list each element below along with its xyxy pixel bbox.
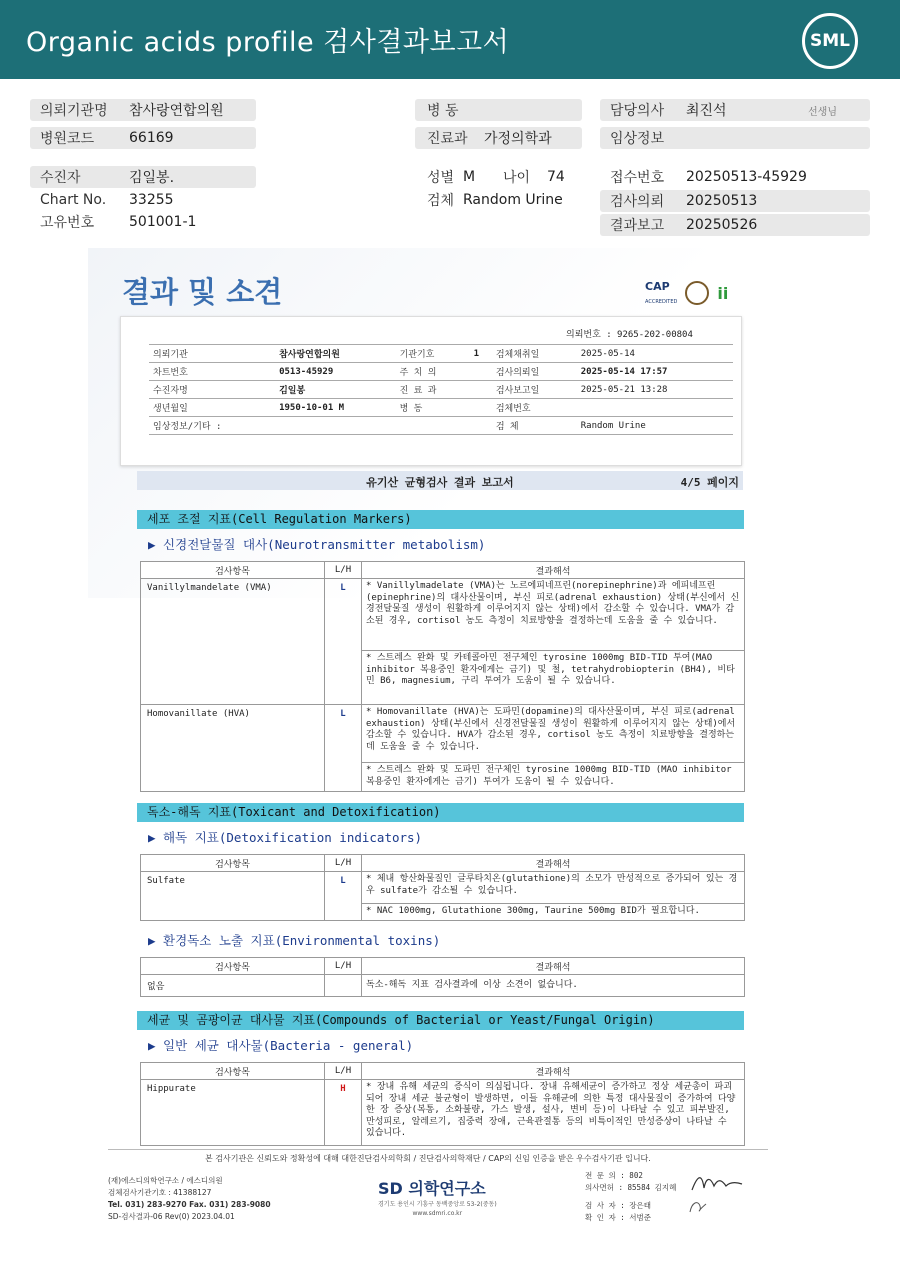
desc-env: 독소-해독 지표 검사결과에 이상 소견이 없습니다. [362, 975, 745, 997]
desc-hva-1: * Homovanillate (HVA)는 도파민(dopamine)의 대사산물이며, 부신 피로(adrenal exhaustion) 상태(부신에서 신경전달물질 생성이 원활하게 이루어지지 않는 상태)에서 감소할 수 있습니다. HVA가 감소된 경우, cortisol 농도 측정이 치료방향을 결정하는데 도움을 줄 수 있습니다. [362, 705, 745, 763]
info-row [149, 417, 733, 435]
col-desc: 결과해석 [362, 1063, 745, 1080]
uid-label: 고유번호 [40, 215, 95, 231]
chart-label: Chart No. [40, 192, 107, 208]
info-value [275, 417, 395, 435]
col-item: 검사항목 [141, 958, 325, 975]
info-value: 참사랑연합의원 [275, 345, 395, 363]
info-key: 차트번호 [149, 363, 275, 381]
dept-label: 진료과 [427, 131, 468, 147]
receipt-label: 접수번호 [610, 170, 665, 186]
footer-signatures [585, 1170, 676, 1224]
table-row [141, 579, 745, 651]
col-lh: L/H [325, 855, 362, 872]
doctor-row [600, 99, 870, 121]
report-title-bar [137, 471, 743, 490]
checker-line: 확 인 자 : 서범준 [585, 1213, 652, 1222]
desc-vma-2: * 스트레스 완화 및 카테콜아민 전구체인 tyrosine 1000mg BID-TID 투여(MAO inhibitor 복용중인 환자에게는 금기) 및 철, tetrahydrobiopterin (BH4), 비타민 B6, magnesium, 구리 투여가 도움이 될 수 있습니다. [362, 651, 745, 705]
info-key: 검 체 [492, 417, 577, 435]
col-item: 검사항목 [141, 1063, 325, 1080]
sex-value: M [463, 169, 476, 185]
cap-label: CAP [645, 280, 670, 293]
sub-environmental: ▶ 환경독소 노출 지표(Environmental toxins) [148, 933, 441, 948]
item-vma: Vanillylmandelate (VMA) [141, 579, 325, 705]
section-bacterial: 세균 및 곰팡이균 대사물 지표(Compounds of Bacterial or Yeast/Fungal Origin) [137, 1011, 744, 1030]
info-value: 김일봉 [275, 381, 395, 399]
info-key: 병 동 [396, 399, 470, 417]
lab-mark-icon: ii [717, 283, 729, 303]
col-desc: 결과해석 [362, 562, 745, 579]
req-inst-row [30, 99, 256, 121]
lh-hippurate: H [325, 1080, 362, 1146]
test-req-value: 20250513 [686, 193, 758, 209]
tester-line: 검 사 자 : 장은태 [585, 1201, 652, 1210]
dept-row [415, 127, 582, 149]
receipt-value: 20250513-45929 [686, 169, 807, 185]
sub-bacteria-general: ▶ 일반 세균 대사물(Bacteria - general) [148, 1038, 414, 1053]
sd-address [378, 1200, 497, 1218]
patient-row [30, 166, 256, 188]
age-value: 74 [547, 169, 565, 185]
clinical-label: 임상정보 [610, 131, 665, 147]
seal-icon [685, 281, 709, 305]
specimen-info-table [149, 344, 733, 435]
col-lh: L/H [325, 958, 362, 975]
desc-sulfate-1: * 체내 항산화물질인 글루타치온(glutathione)의 소모가 만성적으로 증가되어 있는 경우 sulfate가 감소될 수 있습니다. [362, 872, 745, 904]
chart-row [30, 189, 256, 211]
desc-hippurate: * 장내 유해 세균의 증식이 의심됩니다. 장내 유해세균이 증가하고 정상 세균총이 파괴되어 장내 세균 불균형이 발생하면, 이들 유해균에 의한 특정 대사물질이 증가하여 다양한 장 증상(복통, 소화불량, 가스 발생, 설사, 변비 등)이 나타날 수 있고 피부발진, 만성피로, 알레르기, 집중력 장애, 근육관절통 등의 비특이적인 만성증상이 나타날 수 있습니다. [362, 1080, 745, 1146]
info-row [149, 399, 733, 417]
info-key: 진 료 과 [396, 381, 470, 399]
detox-table [140, 854, 745, 921]
certification-logos [645, 280, 728, 306]
sd-address-line: 경기도 용인시 기흥구 동백중앙로 53-2(중동) [378, 1201, 497, 1208]
info-value: Random Urine [577, 417, 733, 435]
col-desc: 결과해석 [362, 958, 745, 975]
lh-hva: L [325, 705, 362, 792]
test-req-row [600, 190, 870, 212]
info-key: 검사의뢰일 [492, 363, 577, 381]
col-item: 검사항목 [141, 562, 325, 579]
info-value: 2025-05-14 [577, 345, 733, 363]
info-row [149, 381, 733, 399]
license-line: 의사면허 : 85584 김지혜 [585, 1183, 677, 1192]
uid-value: 501001-1 [129, 214, 197, 230]
clinical-row [600, 127, 870, 149]
req-inst-value: 참사랑연합의원 [129, 103, 224, 119]
page-title: Organic acids profile 검사결과보고서 [26, 27, 510, 58]
age-label: 나이 [503, 170, 531, 186]
col-desc: 결과해석 [362, 855, 745, 872]
doctor-label: 담당의사 [610, 103, 665, 119]
signature-icon [688, 1170, 744, 1196]
sml-logo: SML [802, 13, 858, 69]
info-key: 생년월일 [149, 399, 275, 417]
specimen-value: Random Urine [463, 192, 563, 208]
hosp-code-label: 병원코드 [40, 131, 95, 147]
footer-lab-info [108, 1175, 271, 1223]
table-row [141, 975, 745, 997]
info-key: 의뢰기관 [149, 345, 275, 363]
cap-logo [645, 280, 677, 306]
page-indicator: 4/5 페이지 [680, 476, 739, 489]
sub-neurotransmitter: ▶ 신경전달물질 대사(Neurotransmitter metabolism) [148, 537, 486, 552]
info-key: 검체번호 [492, 399, 577, 417]
table-row [141, 872, 745, 904]
col-lh: L/H [325, 562, 362, 579]
table-row [141, 1080, 745, 1146]
desc-sulfate-2: * NAC 1000mg, Glutathione 300mg, Taurine 500mg BID가 필요합니다. [362, 904, 745, 921]
hosp-code-row [30, 127, 256, 149]
footer-accreditation-note: 본 검사기관은 신뢰도와 정확성에 대해 대한진단검사의학회 / 진단검사의학재단 / CAP의 신임 인증을 받은 우수검사기관 입니다. [205, 1154, 651, 1163]
chart-value: 33255 [129, 192, 174, 208]
sex-label: 성별 [427, 170, 455, 186]
lh-sulfate: L [325, 872, 362, 921]
info-value: 0513-45929 [275, 363, 395, 381]
footer-lab-code: 검체검사기관기호 : 41388127 [108, 1188, 212, 1197]
receipt-row [600, 166, 870, 188]
footer-divider [108, 1149, 768, 1150]
info-value: 2025-05-21 13:28 [577, 381, 733, 399]
specialist-line: 전 문 의 : 802 [585, 1171, 643, 1180]
specimen-label: 검체 [427, 193, 455, 209]
sex-age-row [415, 166, 582, 188]
sd-website: www.sdmri.co.kr [412, 1210, 463, 1217]
item-sulfate: Sulfate [141, 872, 325, 921]
neuro-table [140, 561, 745, 792]
info-key: 임상정보/기타 : [149, 417, 275, 435]
info-key: 수진자명 [149, 381, 275, 399]
info-row [149, 345, 733, 363]
bacteria-table [140, 1062, 745, 1146]
footer-lab-phone: Tel. 031) 283-9270 Fax. 031) 283-9080 [108, 1200, 271, 1209]
result-heading: 결과 및 소견 [122, 275, 283, 309]
report-title: 유기산 균형검사 결과 보고서 [366, 476, 514, 489]
desc-hva-2: * 스트레스 완화 및 도파민 전구체인 tyrosine 1000mg BID-TID (MAO inhibitor 복용중인 환자에게는 금기) 투여가 도움이 될 수 있습니다. [362, 763, 745, 792]
info-value [470, 417, 492, 435]
cap-sub: ACCREDITED [645, 299, 678, 305]
info-value [577, 399, 733, 417]
info-value: 2025-05-14 17:57 [577, 363, 733, 381]
dept-value: 가정의학과 [484, 131, 552, 147]
info-value: 1950-10-01 M [275, 399, 395, 417]
info-key: 주 치 의 [396, 363, 470, 381]
info-row [149, 363, 733, 381]
specimen-row [415, 189, 582, 211]
hosp-code-value: 66169 [129, 130, 174, 146]
info-value [470, 363, 492, 381]
table-row [141, 705, 745, 763]
result-date-value: 20250526 [686, 217, 758, 233]
item-hva: Homovanillate (HVA) [141, 705, 325, 792]
info-key: 기관기호 [396, 345, 470, 363]
ward-row [415, 99, 582, 121]
info-key [396, 417, 470, 435]
section-cell-regulation: 세포 조절 지표(Cell Regulation Markers) [137, 510, 744, 529]
lh-env [325, 975, 362, 997]
env-table [140, 957, 745, 997]
lh-vma: L [325, 579, 362, 705]
info-value [470, 399, 492, 417]
sd-brand-logo: SD 의학연구소 [378, 1179, 486, 1198]
desc-vma-1: * Vanillylmadelate (VMA)는 노르에피네프린(norepinephrine)과 에피네프린(epinephrine)의 대사산물이며, 부신 피로(adrenal exhaustion) 상태(부신에서 신경전달물질 생성이 원활하게 이루어지지 않는 상태)에서 감소할 수 있습니다. VMA가 감소된 경우, cortisol 농도 측정이 치료방향을 결정하는데 도움을 줄 수 있습니다. [362, 579, 745, 651]
ward-label: 병 동 [427, 103, 459, 119]
section-toxicant: 독소-해독 지표(Toxicant and Detoxification) [137, 803, 744, 822]
sub-detoxification: ▶ 해독 지표(Detoxification indicators) [148, 830, 423, 845]
item-hippurate: Hippurate [141, 1080, 325, 1146]
test-req-label: 검사의뢰 [610, 194, 665, 210]
result-date-row [600, 214, 870, 236]
patient-label: 수진자 [40, 170, 81, 186]
request-number: 의뢰번호 : 9265-202-00804 [566, 330, 693, 340]
col-lh: L/H [325, 1063, 362, 1080]
header-band [0, 0, 900, 79]
doctor-suffix: 선생님 [808, 106, 837, 118]
info-key: 검사보고일 [492, 381, 577, 399]
uid-row [30, 211, 256, 233]
info-value [470, 381, 492, 399]
info-value: 1 [470, 345, 492, 363]
result-date-label: 결과보고 [610, 218, 665, 234]
col-item: 검사항목 [141, 855, 325, 872]
footer-doc-rev: SD-검사결과-06 Rev(0) 2023.04.01 [108, 1212, 235, 1221]
info-key: 검체채취일 [492, 345, 577, 363]
footer-lab-name: (재)에스디의학연구소 / 에스디의원 [108, 1176, 223, 1185]
patient-value: 김일봉. [129, 170, 175, 186]
doctor-value: 최진석 [686, 103, 727, 119]
req-inst-label: 의뢰기관명 [40, 103, 108, 119]
tester-signature-icon [686, 1198, 710, 1216]
item-env: 없음 [141, 975, 325, 997]
specimen-info-box [120, 316, 742, 466]
